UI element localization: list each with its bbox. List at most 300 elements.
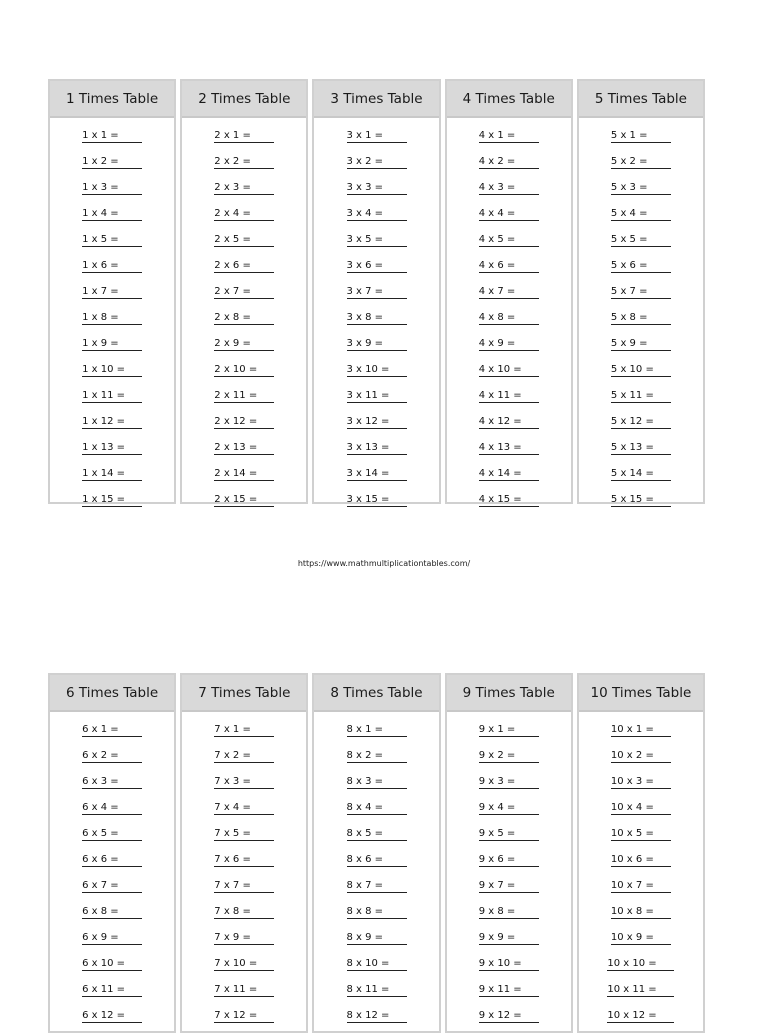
equation-text: 10 x 12 = [607, 1010, 674, 1023]
equation-row [182, 408, 306, 434]
times-table-group-top [48, 79, 705, 504]
equation-row [447, 148, 571, 174]
equation-text: 8 x 1 = [347, 724, 407, 737]
equation-text: 5 x 8 = [611, 312, 671, 325]
times-table [577, 673, 705, 1033]
times-table [180, 673, 308, 1033]
times-table-title: 10 Times Table [579, 675, 703, 712]
times-table [445, 673, 573, 1033]
equation-row [314, 174, 438, 200]
equation-row [182, 716, 306, 742]
equation-text: 2 x 13 = [214, 442, 274, 455]
equation-text: 1 x 14 = [82, 468, 142, 481]
times-table-title: 5 Times Table [579, 81, 703, 118]
equation-row [314, 924, 438, 950]
equation-text: 2 x 9 = [214, 338, 274, 351]
equation-row [50, 304, 174, 330]
equation-row [50, 200, 174, 226]
equation-row [50, 226, 174, 252]
equation-row [50, 820, 174, 846]
equation-text: 5 x 9 = [611, 338, 671, 351]
equation-text: 7 x 6 = [214, 854, 274, 867]
equation-text: 4 x 11 = [479, 390, 539, 403]
equation-row [50, 408, 174, 434]
equation-row [447, 846, 571, 872]
equation-row [314, 898, 438, 924]
equation-text: 2 x 11 = [214, 390, 274, 403]
equation-text: 6 x 2 = [82, 750, 142, 763]
equation-row [579, 356, 703, 382]
equation-text: 5 x 1 = [611, 130, 671, 143]
equation-row [182, 872, 306, 898]
equation-row [447, 330, 571, 356]
equation-text: 1 x 2 = [82, 156, 142, 169]
equation-row [314, 434, 438, 460]
equation-text: 3 x 2 = [347, 156, 407, 169]
times-table-title: 6 Times Table [50, 675, 174, 712]
times-table [180, 79, 308, 504]
equation-row [314, 794, 438, 820]
equation-row [447, 408, 571, 434]
equation-text: 8 x 4 = [347, 802, 407, 815]
equation-text: 2 x 15 = [214, 494, 274, 507]
equation-row [314, 742, 438, 768]
equation-row [50, 976, 174, 1002]
equation-row [314, 460, 438, 486]
equation-text: 4 x 1 = [479, 130, 539, 143]
equation-row [579, 820, 703, 846]
equation-text: 10 x 1 = [611, 724, 671, 737]
equation-row [314, 200, 438, 226]
equation-row [182, 434, 306, 460]
equation-row [447, 872, 571, 898]
equation-row [314, 1002, 438, 1028]
equation-text: 10 x 5 = [611, 828, 671, 841]
equation-text: 2 x 5 = [214, 234, 274, 247]
equation-row [314, 872, 438, 898]
equation-text: 3 x 6 = [347, 260, 407, 273]
equation-text: 3 x 3 = [347, 182, 407, 195]
equation-text: 9 x 8 = [479, 906, 539, 919]
equation-text: 1 x 1 = [82, 130, 142, 143]
equation-text: 10 x 3 = [611, 776, 671, 789]
equation-row [182, 382, 306, 408]
equation-text: 4 x 15 = [479, 494, 539, 507]
equation-row [579, 768, 703, 794]
equation-text: 6 x 10 = [82, 958, 142, 971]
equation-row [314, 252, 438, 278]
equation-row [314, 820, 438, 846]
source-url: https://www.mathmultiplicationtables.com/ [297, 559, 471, 568]
equation-text: 3 x 4 = [347, 208, 407, 221]
equation-row [579, 716, 703, 742]
equation-row [579, 742, 703, 768]
equation-text: 1 x 13 = [82, 442, 142, 455]
equation-text: 5 x 7 = [611, 286, 671, 299]
equation-row [579, 122, 703, 148]
times-table [312, 79, 440, 504]
equation-row [579, 434, 703, 460]
equation-row [579, 148, 703, 174]
equation-row [182, 304, 306, 330]
equation-row [314, 330, 438, 356]
times-table-body [447, 118, 571, 512]
equation-row [50, 460, 174, 486]
equation-row [50, 872, 174, 898]
equation-text: 1 x 4 = [82, 208, 142, 221]
equation-text: 9 x 9 = [479, 932, 539, 945]
equation-row [50, 356, 174, 382]
equation-text: 2 x 7 = [214, 286, 274, 299]
equation-text: 6 x 12 = [82, 1010, 142, 1023]
equation-text: 2 x 6 = [214, 260, 274, 273]
equation-row [314, 356, 438, 382]
equation-text: 7 x 3 = [214, 776, 274, 789]
equation-row [579, 200, 703, 226]
times-table-body [50, 118, 174, 512]
equation-row [447, 252, 571, 278]
times-table [48, 79, 176, 504]
equation-row [579, 924, 703, 950]
equation-row [447, 434, 571, 460]
equation-text: 2 x 4 = [214, 208, 274, 221]
equation-row [182, 200, 306, 226]
equation-row [50, 742, 174, 768]
equation-row [50, 252, 174, 278]
equation-row [182, 278, 306, 304]
equation-text: 10 x 8 = [611, 906, 671, 919]
equation-text: 5 x 2 = [611, 156, 671, 169]
equation-text: 2 x 1 = [214, 130, 274, 143]
equation-row [182, 460, 306, 486]
times-table-body [579, 712, 703, 1028]
equation-row [50, 330, 174, 356]
equation-row [182, 976, 306, 1002]
equation-text: 7 x 9 = [214, 932, 274, 945]
equation-row [447, 200, 571, 226]
equation-row [314, 278, 438, 304]
equation-text: 5 x 10 = [611, 364, 671, 377]
times-table-group-bottom [48, 673, 705, 1033]
equation-row [314, 950, 438, 976]
equation-text: 8 x 11 = [347, 984, 407, 997]
equation-row [579, 408, 703, 434]
equation-text: 4 x 14 = [479, 468, 539, 481]
equation-row [447, 976, 571, 1002]
equation-row [447, 278, 571, 304]
equation-text: 4 x 9 = [479, 338, 539, 351]
equation-text: 2 x 14 = [214, 468, 274, 481]
equation-text: 1 x 15 = [82, 494, 142, 507]
times-table-title: 4 Times Table [447, 81, 571, 118]
equation-text: 2 x 2 = [214, 156, 274, 169]
times-table [445, 79, 573, 504]
equation-text: 6 x 1 = [82, 724, 142, 737]
equation-row [50, 1002, 174, 1028]
equation-text: 1 x 5 = [82, 234, 142, 247]
equation-text: 10 x 6 = [611, 854, 671, 867]
equation-row [447, 768, 571, 794]
equation-text: 9 x 2 = [479, 750, 539, 763]
equation-row [182, 794, 306, 820]
equation-row [447, 460, 571, 486]
equation-row [579, 794, 703, 820]
equation-row [579, 460, 703, 486]
times-table-title: 7 Times Table [182, 675, 306, 712]
equation-text: 4 x 2 = [479, 156, 539, 169]
equation-row [447, 382, 571, 408]
equation-row [314, 716, 438, 742]
equation-text: 2 x 12 = [214, 416, 274, 429]
equation-text: 1 x 8 = [82, 312, 142, 325]
equation-text: 10 x 10 = [607, 958, 674, 971]
equation-row [579, 382, 703, 408]
equation-text: 1 x 7 = [82, 286, 142, 299]
equation-text: 8 x 2 = [347, 750, 407, 763]
equation-text: 4 x 12 = [479, 416, 539, 429]
equation-text: 10 x 4 = [611, 802, 671, 815]
equation-text: 4 x 5 = [479, 234, 539, 247]
equation-text: 10 x 9 = [611, 932, 671, 945]
equation-row [447, 486, 571, 512]
equation-text: 5 x 13 = [611, 442, 671, 455]
equation-row [447, 716, 571, 742]
equation-row [447, 304, 571, 330]
equation-row [579, 898, 703, 924]
equation-text: 3 x 1 = [347, 130, 407, 143]
equation-row [447, 1002, 571, 1028]
equation-text: 4 x 13 = [479, 442, 539, 455]
times-table-body [182, 712, 306, 1028]
times-table-title: 3 Times Table [314, 81, 438, 118]
equation-text: 1 x 10 = [82, 364, 142, 377]
times-table-body [314, 118, 438, 512]
equation-row [314, 122, 438, 148]
equation-text: 3 x 11 = [347, 390, 407, 403]
equation-row [579, 252, 703, 278]
equation-row [447, 898, 571, 924]
equation-text: 4 x 4 = [479, 208, 539, 221]
equation-row [182, 226, 306, 252]
equation-text: 9 x 10 = [479, 958, 539, 971]
equation-text: 6 x 6 = [82, 854, 142, 867]
equation-row [579, 278, 703, 304]
equation-text: 9 x 11 = [479, 984, 539, 997]
equation-text: 5 x 12 = [611, 416, 671, 429]
equation-row [447, 742, 571, 768]
equation-text: 9 x 4 = [479, 802, 539, 815]
equation-row [50, 768, 174, 794]
equation-row [579, 304, 703, 330]
equation-text: 3 x 15 = [347, 494, 407, 507]
equation-row [50, 382, 174, 408]
equation-text: 1 x 11 = [82, 390, 142, 403]
times-table [312, 673, 440, 1033]
times-table-body [314, 712, 438, 1028]
equation-row [182, 898, 306, 924]
times-table-title: 8 Times Table [314, 675, 438, 712]
times-table-body [182, 118, 306, 512]
equation-text: 6 x 5 = [82, 828, 142, 841]
equation-row [50, 950, 174, 976]
times-table-body [447, 712, 571, 1028]
equation-text: 5 x 3 = [611, 182, 671, 195]
equation-row [182, 330, 306, 356]
equation-text: 7 x 10 = [214, 958, 274, 971]
equation-row [579, 976, 703, 1002]
times-table [48, 673, 176, 1033]
equation-text: 6 x 7 = [82, 880, 142, 893]
equation-row [314, 148, 438, 174]
equation-text: 1 x 12 = [82, 416, 142, 429]
equation-row [579, 950, 703, 976]
equation-text: 8 x 12 = [347, 1010, 407, 1023]
equation-text: 9 x 5 = [479, 828, 539, 841]
equation-text: 8 x 5 = [347, 828, 407, 841]
equation-text: 5 x 4 = [611, 208, 671, 221]
equation-text: 4 x 7 = [479, 286, 539, 299]
equation-text: 3 x 13 = [347, 442, 407, 455]
equation-row [579, 174, 703, 200]
equation-row [314, 304, 438, 330]
equation-row [182, 148, 306, 174]
times-table-body [579, 118, 703, 512]
equation-text: 6 x 11 = [82, 984, 142, 997]
equation-row [314, 846, 438, 872]
equation-row [314, 408, 438, 434]
equation-text: 9 x 7 = [479, 880, 539, 893]
equation-row [314, 226, 438, 252]
equation-row [182, 252, 306, 278]
equation-text: 7 x 1 = [214, 724, 274, 737]
equation-row [182, 1002, 306, 1028]
equation-row [182, 356, 306, 382]
equation-text: 3 x 9 = [347, 338, 407, 351]
times-table-body [50, 712, 174, 1028]
equation-row [50, 278, 174, 304]
equation-row [314, 486, 438, 512]
equation-row [182, 742, 306, 768]
equation-row [314, 382, 438, 408]
equation-row [447, 226, 571, 252]
equation-row [182, 486, 306, 512]
equation-text: 8 x 9 = [347, 932, 407, 945]
equation-text: 5 x 11 = [611, 390, 671, 403]
equation-text: 7 x 8 = [214, 906, 274, 919]
equation-text: 10 x 7 = [611, 880, 671, 893]
equation-text: 8 x 10 = [347, 958, 407, 971]
equation-row [182, 820, 306, 846]
equation-text: 3 x 14 = [347, 468, 407, 481]
equation-text: 9 x 6 = [479, 854, 539, 867]
equation-text: 1 x 3 = [82, 182, 142, 195]
equation-text: 3 x 5 = [347, 234, 407, 247]
equation-row [579, 1002, 703, 1028]
equation-text: 7 x 5 = [214, 828, 274, 841]
equation-text: 2 x 8 = [214, 312, 274, 325]
equation-row [447, 794, 571, 820]
equation-row [50, 846, 174, 872]
equation-text: 2 x 3 = [214, 182, 274, 195]
equation-row [50, 148, 174, 174]
equation-row [579, 226, 703, 252]
equation-row [447, 820, 571, 846]
equation-row [182, 924, 306, 950]
equation-row [447, 356, 571, 382]
equation-text: 10 x 2 = [611, 750, 671, 763]
equation-row [447, 174, 571, 200]
equation-text: 1 x 6 = [82, 260, 142, 273]
equation-text: 7 x 11 = [214, 984, 274, 997]
equation-row [314, 976, 438, 1002]
equation-text: 9 x 12 = [479, 1010, 539, 1023]
equation-text: 6 x 8 = [82, 906, 142, 919]
equation-text: 10 x 11 = [607, 984, 674, 997]
equation-row [50, 486, 174, 512]
equation-text: 5 x 15 = [611, 494, 671, 507]
equation-row [314, 768, 438, 794]
equation-row [579, 846, 703, 872]
equation-text: 7 x 12 = [214, 1010, 274, 1023]
equation-text: 7 x 4 = [214, 802, 274, 815]
equation-text: 4 x 3 = [479, 182, 539, 195]
equation-row [447, 122, 571, 148]
equation-row [182, 174, 306, 200]
equation-text: 3 x 12 = [347, 416, 407, 429]
equation-row [447, 924, 571, 950]
equation-text: 3 x 10 = [347, 364, 407, 377]
equation-row [50, 794, 174, 820]
equation-text: 2 x 10 = [214, 364, 274, 377]
equation-row [50, 434, 174, 460]
times-table-title: 9 Times Table [447, 675, 571, 712]
equation-row [182, 122, 306, 148]
equation-row [50, 924, 174, 950]
equation-text: 5 x 14 = [611, 468, 671, 481]
times-table [577, 79, 705, 504]
equation-text: 6 x 3 = [82, 776, 142, 789]
times-table-title: 1 Times Table [50, 81, 174, 118]
equation-row [182, 950, 306, 976]
equation-text: 9 x 1 = [479, 724, 539, 737]
equation-text: 4 x 10 = [479, 364, 539, 377]
equation-text: 5 x 6 = [611, 260, 671, 273]
equation-row [579, 330, 703, 356]
equation-row [579, 872, 703, 898]
equation-text: 8 x 3 = [347, 776, 407, 789]
equation-text: 7 x 7 = [214, 880, 274, 893]
equation-text: 8 x 6 = [347, 854, 407, 867]
times-table-title: 2 Times Table [182, 81, 306, 118]
equation-text: 3 x 7 = [347, 286, 407, 299]
equation-text: 3 x 8 = [347, 312, 407, 325]
equation-text: 6 x 9 = [82, 932, 142, 945]
equation-row [182, 846, 306, 872]
equation-text: 4 x 8 = [479, 312, 539, 325]
equation-text: 9 x 3 = [479, 776, 539, 789]
equation-row [447, 950, 571, 976]
equation-row [50, 174, 174, 200]
equation-row [50, 898, 174, 924]
equation-text: 8 x 8 = [347, 906, 407, 919]
equation-row [182, 768, 306, 794]
equation-text: 7 x 2 = [214, 750, 274, 763]
equation-row [50, 122, 174, 148]
equation-row [50, 716, 174, 742]
equation-text: 8 x 7 = [347, 880, 407, 893]
equation-text: 6 x 4 = [82, 802, 142, 815]
equation-row [579, 486, 703, 512]
